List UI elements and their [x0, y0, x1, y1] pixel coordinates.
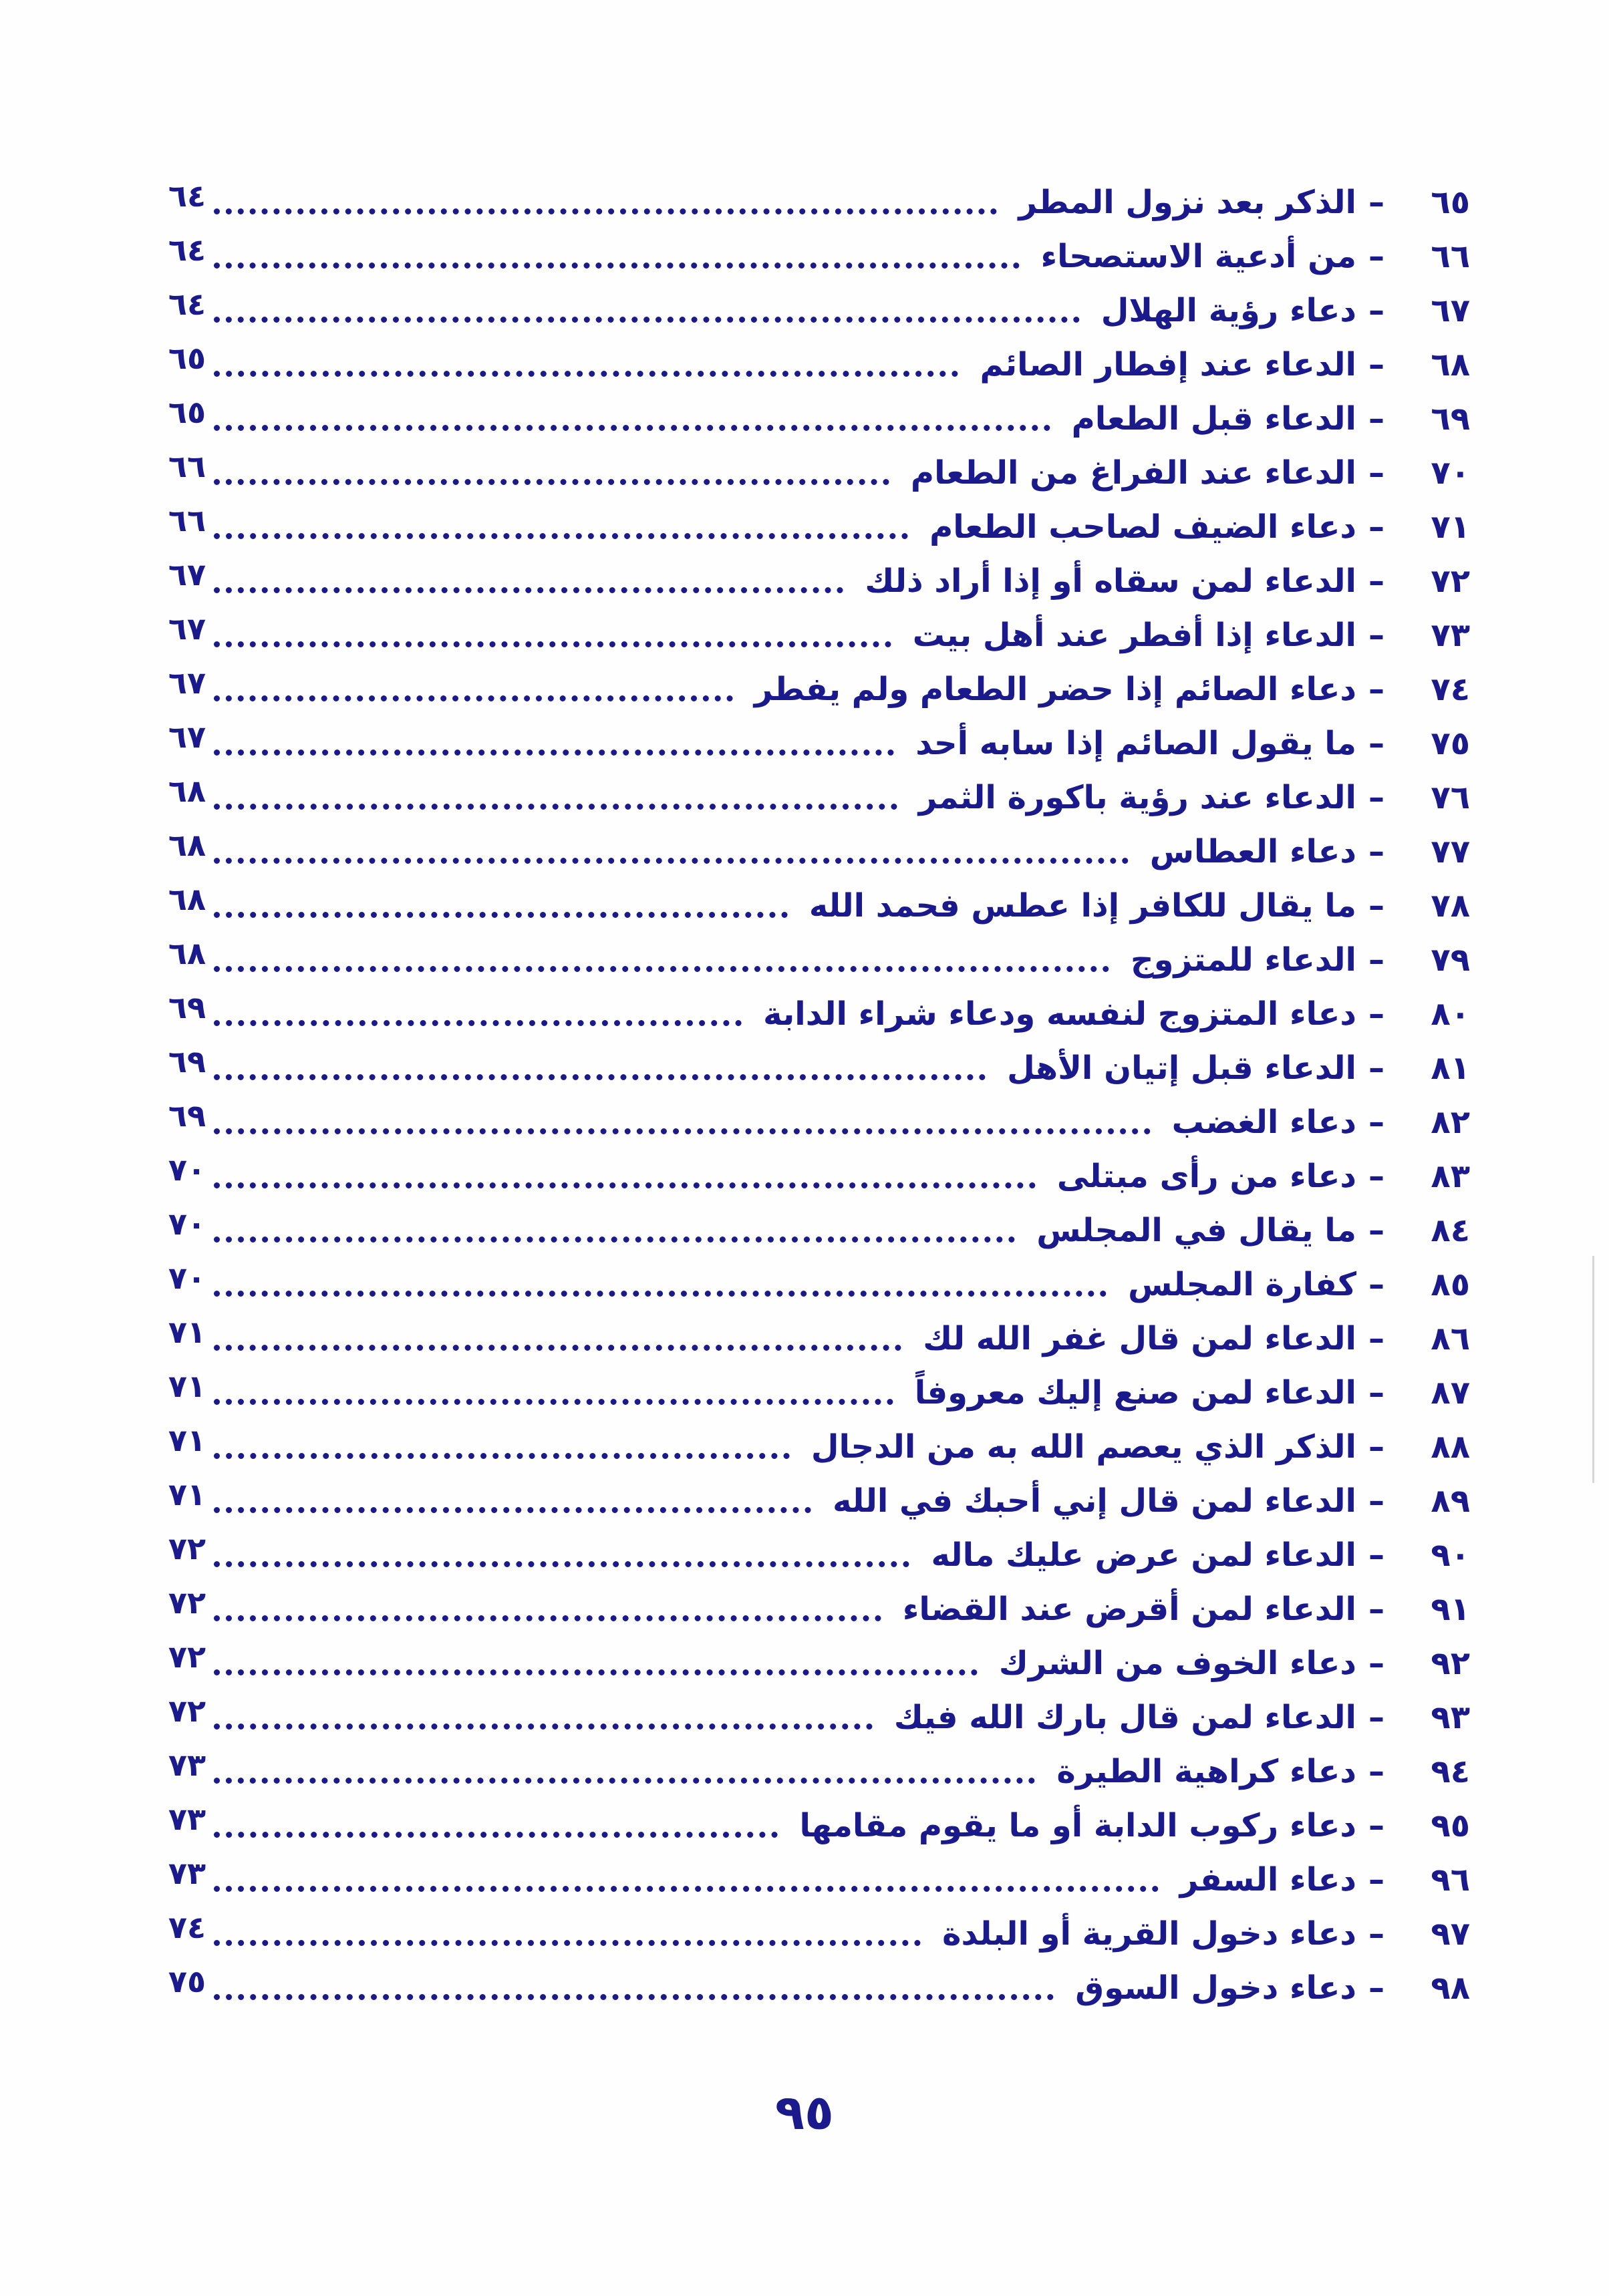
entry-dash: –: [1368, 1482, 1384, 1520]
entry-number: ٦٦: [1431, 237, 1470, 275]
entry-dash: –: [1368, 1373, 1384, 1412]
entry-dash: –: [1368, 724, 1384, 762]
toc-entry[interactable]: [167, 933, 1470, 987]
entry-number: ٨٦: [1431, 1319, 1470, 1357]
entry-number: ٦٩: [1431, 399, 1470, 438]
toc-entry[interactable]: [167, 987, 1470, 1041]
toc-entry[interactable]: [167, 175, 1470, 229]
entry-page-number: ٧٥: [168, 1963, 206, 1999]
entry-title: دعاء الخوف من الشرك: [998, 1644, 1356, 1682]
entry-title: ما يقال في المجلس: [1036, 1211, 1356, 1249]
entry-dash: –: [1368, 1590, 1384, 1628]
toc-entry[interactable]: [167, 716, 1470, 770]
dot-leader: [214, 804, 897, 810]
entry-page-number: ٦٧: [168, 665, 206, 701]
dot-leader: [214, 587, 843, 593]
entry-number: ٨١: [1431, 1049, 1470, 1087]
toc-entry[interactable]: [167, 1582, 1470, 1636]
toc-entry[interactable]: [167, 878, 1470, 933]
dot-leader: [214, 1291, 1107, 1297]
entry-dash: –: [1368, 1752, 1384, 1790]
entry-page-number: ٦٨: [168, 935, 206, 971]
entry-number: ٩٦: [1431, 1860, 1470, 1899]
entry-dash: –: [1368, 1049, 1384, 1087]
entry-dash: –: [1368, 1103, 1384, 1141]
entry-page-number: ٧١: [168, 1314, 206, 1350]
dot-leader: [214, 1561, 909, 1567]
page-number: ٩٥: [775, 2084, 834, 2140]
dot-leader: [214, 1778, 1035, 1784]
entry-page-number: ٧٢: [168, 1639, 206, 1675]
entry-dash: –: [1368, 291, 1384, 329]
entry-title: الدعاء عند إفطار الصائم: [980, 345, 1356, 383]
entry-dash: –: [1368, 1698, 1384, 1736]
entry-page-number: ٦٩: [168, 989, 206, 1025]
entry-title: الدعاء إذا أفطر عند أهل بيت: [912, 616, 1356, 654]
entry-page-number: ٧١: [168, 1422, 206, 1458]
dot-leader: [214, 1074, 986, 1080]
toc-entry[interactable]: [167, 554, 1470, 608]
entry-title: الدعاء قبل الطعام: [1071, 399, 1356, 438]
dot-leader: [214, 1399, 893, 1405]
entry-title: الدعاء لمن صنع إليك معروفاً: [914, 1373, 1356, 1412]
entry-page-number: ٦٤: [168, 286, 206, 322]
entry-page-number: ٧٠: [168, 1206, 206, 1242]
entry-page-number: ٦٤: [168, 178, 206, 214]
toc-entry[interactable]: [167, 446, 1470, 500]
entry-dash: –: [1368, 1915, 1384, 1953]
entry-title: ما يقول الصائم إذا سابه أحد: [915, 724, 1356, 762]
dot-leader: [214, 263, 1020, 269]
dot-leader: [214, 750, 894, 756]
entry-title: الدعاء لمن قال إني أحبك في الله: [833, 1482, 1356, 1520]
entry-dash: –: [1368, 1969, 1384, 2007]
entry-title: دعاء دخول السوق: [1075, 1969, 1356, 2007]
toc-entry[interactable]: [167, 1203, 1470, 1257]
dot-leader: [214, 317, 1080, 323]
entry-number: ٩٣: [1431, 1698, 1470, 1736]
entry-title: الذكر الذي يعصم الله به من الدجال: [811, 1428, 1356, 1466]
toc-entry[interactable]: [167, 1744, 1470, 1798]
entry-page-number: ٧٣: [168, 1747, 206, 1783]
entry-title: دعاء دخول القرية أو البلدة: [942, 1915, 1356, 1953]
entry-title: الدعاء لمن أقرض عند القضاء: [902, 1590, 1356, 1628]
entry-dash: –: [1368, 1157, 1384, 1195]
dot-leader: [214, 1237, 1015, 1243]
entry-number: ٧٨: [1431, 886, 1470, 925]
entry-dash: –: [1368, 1265, 1384, 1303]
entry-title: الدعاء لمن سقاه أو إذا أراد ذلك: [865, 562, 1356, 600]
entry-title: دعاء المتزوج لنفسه ودعاء شراء الدابة: [763, 995, 1356, 1033]
dot-leader: [214, 533, 908, 539]
entry-dash: –: [1368, 1536, 1384, 1574]
entry-page-number: ٦٧: [168, 719, 206, 755]
entry-dash: –: [1368, 616, 1384, 654]
entry-title: دعاء الغضب: [1171, 1103, 1356, 1141]
entry-number: ٨٠: [1431, 995, 1470, 1033]
entry-title: الدعاء لمن قال غفر الله لك: [923, 1319, 1356, 1357]
entry-title: دعاء رؤية الهلال: [1101, 291, 1356, 329]
entry-number: ٩٠: [1431, 1536, 1470, 1574]
entry-number: ٦٧: [1431, 291, 1470, 329]
entry-page-number: ٦٧: [168, 556, 206, 593]
dot-leader: [214, 1453, 790, 1459]
toc-entry[interactable]: [167, 1961, 1470, 2015]
entry-title: دعاء ركوب الدابة أو ما يقوم مقامها: [799, 1806, 1356, 1844]
dot-leader: [214, 1182, 1036, 1188]
toc-entry[interactable]: [167, 391, 1470, 446]
toc-entry[interactable]: [167, 662, 1470, 716]
entry-number: ٦٥: [1431, 183, 1470, 221]
entry-number: ٩٨: [1431, 1969, 1470, 2007]
dot-leader: [214, 1669, 978, 1675]
entry-number: ٨٩: [1431, 1482, 1470, 1520]
entry-number: ٦٨: [1431, 345, 1470, 383]
dot-leader: [214, 208, 997, 214]
entry-title: دعاء كراهية الطيرة: [1056, 1752, 1356, 1790]
dot-leader: [214, 1020, 742, 1026]
dot-leader: [214, 912, 788, 918]
dot-leader: [214, 695, 733, 701]
toc-entry[interactable]: [167, 1149, 1470, 1203]
entry-number: ٨٧: [1431, 1373, 1470, 1412]
entry-page-number: ٦٨: [168, 881, 206, 917]
toc-entry[interactable]: [167, 1528, 1470, 1582]
entry-dash: –: [1368, 1644, 1384, 1682]
entry-title: الدعاء لمن قال بارك الله فيك: [893, 1698, 1356, 1736]
entry-page-number: ٦٥: [168, 340, 206, 376]
entry-dash: –: [1368, 345, 1384, 383]
entry-number: ٧٦: [1431, 778, 1470, 816]
toc-entry[interactable]: [167, 1420, 1470, 1474]
entry-dash: –: [1368, 670, 1384, 708]
entry-number: ٩٥: [1431, 1806, 1470, 1844]
entry-number: ٨٢: [1431, 1103, 1470, 1141]
entry-title: دعاء السفر: [1179, 1860, 1356, 1899]
entry-page-number: ٧١: [168, 1368, 206, 1404]
dot-leader: [214, 1507, 811, 1513]
toc-entry[interactable]: [167, 1798, 1470, 1852]
entry-title: الدعاء لمن عرض عليك ماله: [931, 1536, 1356, 1574]
entry-number: ٩١: [1431, 1590, 1470, 1628]
toc-entry[interactable]: [167, 1041, 1470, 1095]
entry-title: كفارة المجلس: [1128, 1265, 1356, 1303]
entry-dash: –: [1368, 1806, 1384, 1844]
entry-number: ٧٣: [1431, 616, 1470, 654]
entry-number: ٧٢: [1431, 562, 1470, 600]
entry-page-number: ٧٣: [168, 1801, 206, 1837]
toc-entry[interactable]: [167, 770, 1470, 824]
entry-dash: –: [1368, 1211, 1384, 1249]
entry-title: الدعاء عند الفراغ من الطعام: [910, 454, 1356, 492]
toc-entry[interactable]: [167, 608, 1470, 662]
entry-title: ما يقال للكافر إذا عطس فحمد الله: [809, 886, 1356, 925]
entry-title: دعاء من رأى مبتلى: [1056, 1157, 1356, 1195]
dot-leader: [214, 1832, 778, 1838]
entry-page-number: ٧١: [168, 1476, 206, 1512]
toc-entry[interactable]: [167, 1311, 1470, 1365]
entry-number: ٧٩: [1431, 941, 1470, 979]
entry-dash: –: [1368, 454, 1384, 492]
entry-dash: –: [1368, 1319, 1384, 1357]
entry-page-number: ٧٢: [168, 1585, 206, 1621]
entry-dash: –: [1368, 778, 1384, 816]
dot-leader: [214, 1724, 873, 1730]
entry-dash: –: [1368, 832, 1384, 870]
dot-leader: [214, 1128, 1151, 1134]
dot-leader: [214, 641, 891, 647]
entry-page-number: ٦٦: [168, 502, 206, 538]
entry-page-number: ٦٨: [168, 827, 206, 863]
entry-page-number: ٦٦: [168, 448, 206, 484]
toc-entry[interactable]: [167, 500, 1470, 554]
entry-title: الدعاء عند رؤية باكورة الثمر: [918, 778, 1356, 816]
entry-number: ٨٥: [1431, 1265, 1470, 1303]
entry-dash: –: [1368, 508, 1384, 546]
entry-number: ٩٢: [1431, 1644, 1470, 1682]
entry-page-number: ٦٥: [168, 394, 206, 430]
dot-leader: [214, 1345, 901, 1351]
entry-page-number: ٧٠: [168, 1260, 206, 1296]
toc-entry[interactable]: [167, 1095, 1470, 1149]
entry-dash: –: [1368, 183, 1384, 221]
dot-leader: [214, 966, 1109, 972]
entry-dash: –: [1368, 562, 1384, 600]
toc-entry[interactable]: [167, 1852, 1470, 1907]
toc-entry[interactable]: [167, 1474, 1470, 1528]
table-of-contents: [167, 175, 1470, 2015]
scan-edge-mark: [1592, 1256, 1594, 1483]
entry-title: دعاء الصائم إذا حضر الطعام ولم يفطر: [754, 670, 1356, 708]
entry-page-number: ٧٢: [168, 1693, 206, 1729]
entry-dash: –: [1368, 995, 1384, 1033]
entry-title: الذكر بعد نزول المطر: [1018, 183, 1356, 221]
entry-page-number: ٧٢: [168, 1530, 206, 1567]
toc-entry[interactable]: [167, 1690, 1470, 1744]
entry-title: دعاء الضيف لصاحب الطعام: [929, 508, 1356, 546]
entry-page-number: ٦٤: [168, 232, 206, 268]
entry-title: الدعاء قبل إتيان الأهل: [1007, 1049, 1356, 1087]
entry-page-number: ٧٣: [168, 1855, 206, 1891]
entry-page-number: ٦٩: [168, 1043, 206, 1080]
toc-entry[interactable]: [167, 283, 1470, 337]
entry-title: دعاء العطاس: [1149, 832, 1356, 870]
entry-page-number: ٧٤: [168, 1909, 206, 1945]
dot-leader: [214, 1940, 921, 1946]
entry-number: ٩٧: [1431, 1915, 1470, 1953]
entry-number: ٨٨: [1431, 1428, 1470, 1466]
entry-number: ٨٤: [1431, 1211, 1470, 1249]
dot-leader: [214, 858, 1129, 864]
entry-number: ٩٤: [1431, 1752, 1470, 1790]
dot-leader: [214, 479, 889, 485]
entry-number: ٧١: [1431, 508, 1470, 546]
entry-dash: –: [1368, 1860, 1384, 1899]
toc-entry[interactable]: [167, 1907, 1470, 1961]
toc-entry[interactable]: [167, 229, 1470, 283]
entry-page-number: ٦٩: [168, 1098, 206, 1134]
entry-number: ٧٠: [1431, 454, 1470, 492]
dot-leader: [214, 371, 958, 377]
dot-leader: [214, 425, 1050, 431]
entry-dash: –: [1368, 941, 1384, 979]
entry-dash: –: [1368, 1428, 1384, 1466]
entry-dash: –: [1368, 399, 1384, 438]
entry-dash: –: [1368, 886, 1384, 925]
dot-leader: [214, 1994, 1054, 2000]
entry-number: ٧٥: [1431, 724, 1470, 762]
toc-entry[interactable]: [167, 824, 1470, 878]
toc-entry[interactable]: [167, 1257, 1470, 1311]
entry-number: ٨٣: [1431, 1157, 1470, 1195]
entry-dash: –: [1368, 237, 1384, 275]
entry-number: ٧٧: [1431, 832, 1470, 870]
entry-title: الدعاء للمتزوج: [1131, 941, 1356, 979]
entry-page-number: ٧٠: [168, 1152, 206, 1188]
entry-title: من أدعية الاستصحاء: [1040, 237, 1356, 275]
toc-entry[interactable]: [167, 1636, 1470, 1690]
toc-entry[interactable]: [167, 1365, 1470, 1420]
entry-number: ٧٤: [1431, 670, 1470, 708]
entry-page-number: ٦٧: [168, 611, 206, 647]
dot-leader: [214, 1615, 881, 1621]
entry-page-number: ٦٨: [168, 773, 206, 809]
dot-leader: [214, 1886, 1159, 1892]
toc-entry[interactable]: [167, 337, 1470, 391]
